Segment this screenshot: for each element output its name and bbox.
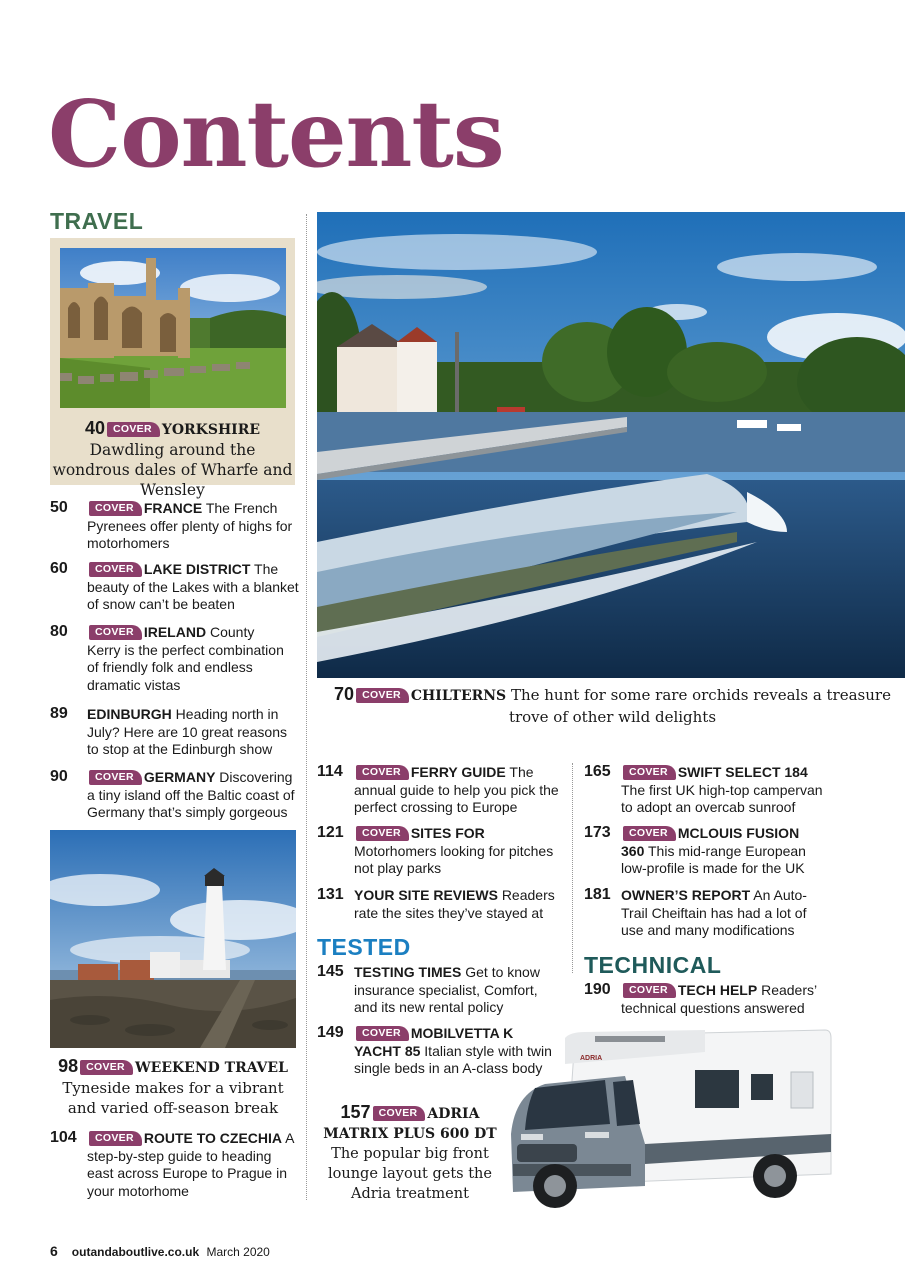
contents-entry-swift-select[interactable] [584,764,829,818]
entry-heading: IRELAND [143,624,207,640]
yorkshire-abbey-photo[interactable] [60,248,286,408]
page-number: 90 [50,768,68,785]
entry-description: Dawdling around the wondrous dales of Wharfe and Wensley [52,441,293,499]
entry-heading: GERMANY [143,769,216,785]
entry-heading: WEEKEND TRAVEL [134,1060,288,1076]
page-number: 165 [584,763,611,780]
contents-entry-owners-report[interactable] [584,887,829,941]
column-divider-middle [572,763,573,973]
section-travel-heading: TRAVEL [50,208,144,234]
page-number: 50 [50,499,68,516]
cover-badge: COVER [89,501,142,516]
page-number: 98 [58,1056,79,1076]
entry-heading: MCLOUIS FUSION 360 [621,825,800,859]
page-number: 157 [340,1102,371,1122]
contents-entry-ireland[interactable] [50,624,300,696]
contents-entry-tech-help[interactable] [584,982,829,1018]
entry-description: Readers rate the sites they’ve stayed at [354,887,555,921]
entry-description: Motorhomers looking for pitches not play parks [354,842,554,876]
entry-description: This mid-range European low-profile is made for the UK [621,842,806,876]
entry-description: The first UK high-top campervan to adopt an overcab sunroof [621,781,823,815]
entry-heading: ADRIA MATRIX PLUS 600 DT [323,1106,497,1142]
cover-badge: COVER [89,770,142,785]
page-number: 149 [317,1024,344,1041]
cover-badge: COVER [623,983,676,998]
entry-heading: LAKE DISTRICT [143,561,251,577]
chilterns-weir-photo[interactable] [317,212,905,678]
contents-entry-germany[interactable] [50,769,300,823]
cover-badge: COVER [89,562,142,577]
adria-motorhome-image[interactable] [505,1024,833,1210]
entry-heading: SWIFT SELECT 184 [677,764,808,780]
contents-entry-sites-for[interactable] [317,825,565,879]
entry-heading: MOBILVETTA K YACHT 85 [354,1025,514,1059]
adria-brand-text: ADRIA [580,1055,603,1062]
contents-entry-testing-times[interactable] [317,964,565,1018]
page-number: 40 [84,418,105,438]
lighthouse-photo[interactable] [50,830,296,1048]
entry-heading: OWNER’S REPORT [621,887,751,903]
footer-issue: March 2020 [206,1245,270,1259]
page-number: 70 [334,684,355,704]
cover-badge: COVER [80,1060,133,1075]
cover-badge: COVER [89,625,142,640]
page-number: 104 [50,1129,77,1146]
page-number: 145 [317,963,344,980]
footer-site[interactable]: outandaboutlive.co.uk [71,1245,200,1259]
entry-description: Heading north in July? Here are 10 great reasons to stop at the Edinburgh show [87,706,287,757]
page-number: 89 [50,705,68,722]
entry-description: Discovering a tiny island off the Baltic coast of Germany that’s simply gorgeous [87,769,295,820]
page-footer [50,1243,270,1259]
cover-badge: COVER [356,765,409,780]
cover-badge: COVER [356,826,409,841]
cover-badge: COVER [107,422,160,437]
adria-caption [320,1102,500,1204]
contents-entry-site-reviews[interactable] [317,887,565,923]
cover-badge: COVER [356,688,409,703]
page-number: 173 [584,824,611,841]
entry-description: The hunt for some rare orchids reveals a treasure trove of other wild delights [508,686,891,726]
entry-heading: SITES FOR [410,825,485,841]
cover-badge: COVER [623,765,676,780]
cover-badge: COVER [356,1026,409,1041]
cover-badge: COVER [373,1106,426,1121]
chilterns-caption [320,684,905,728]
contents-entry-edinburgh[interactable] [50,706,300,760]
entry-description: An Auto-Trail Cheiftain has had a lot of use and many modifications [621,887,807,938]
entry-heading: YOUR SITE REVIEWS [354,887,498,903]
page-number: 80 [50,623,68,640]
entry-description: Get to know insurance specialist, Comfort, and its new rental policy [354,964,540,1015]
entry-heading: ROUTE TO CZECHIA [143,1130,283,1146]
page-number: 190 [584,981,611,998]
entry-heading: YORKSHIRE [161,422,261,438]
entry-description: The popular big front lounge layout gets the Adria treatment [328,1146,492,1202]
entry-description: The annual guide to help you pick the perfect crossing to Europe [354,764,559,815]
page-number: 114 [317,763,343,780]
entry-heading: TESTING TIMES [354,964,462,980]
entry-heading: EDINBURGH [87,706,172,722]
page-title: Contents [48,80,504,188]
footer-page-number: 6 [50,1243,58,1259]
entry-heading: FERRY GUIDE [410,764,506,780]
contents-entry-lake-district[interactable] [50,561,300,615]
entry-description: County Kerry is the perfect combination of friendly folk and endless dramatic vistas [87,624,284,693]
entry-description: Tyneside makes for a vibrant and varied off-season break [62,1079,284,1117]
section-tested-heading: TESTED [317,934,411,960]
page-number: 60 [50,560,68,577]
cover-badge: COVER [89,1131,142,1146]
column-divider-left [306,214,307,1200]
contents-entry-mclouis[interactable] [584,825,829,879]
entry-description: A step-by-step guide to heading east across Europe to Prague in your motorhome [87,1130,294,1199]
section-technical-heading: TECHNICAL [584,952,722,978]
page-number: 131 [317,886,344,903]
contents-entry-ferry-guide[interactable] [317,764,565,818]
yorkshire-caption [50,418,295,500]
entry-heading: TECH HELP [677,982,758,998]
entry-description: The French Pyrenees offer plenty of highs for motorhomers [87,500,293,551]
contents-entry-czechia[interactable] [50,1130,300,1202]
entry-description: Readers’ technical questions answered [621,982,817,1016]
page-number: 121 [317,824,344,841]
page-number: 181 [584,886,611,903]
entry-description: The beauty of the Lakes with a blanket of snow can’t be beaten [87,561,299,612]
contents-entry-france[interactable] [50,500,300,554]
cover-badge: COVER [623,826,676,841]
entry-heading: CHILTERNS [410,688,507,704]
weekend-travel-caption [50,1056,296,1118]
entry-description: Italian style with twin single beds in an A-class body [354,1042,552,1076]
entry-heading: FRANCE [143,500,203,516]
